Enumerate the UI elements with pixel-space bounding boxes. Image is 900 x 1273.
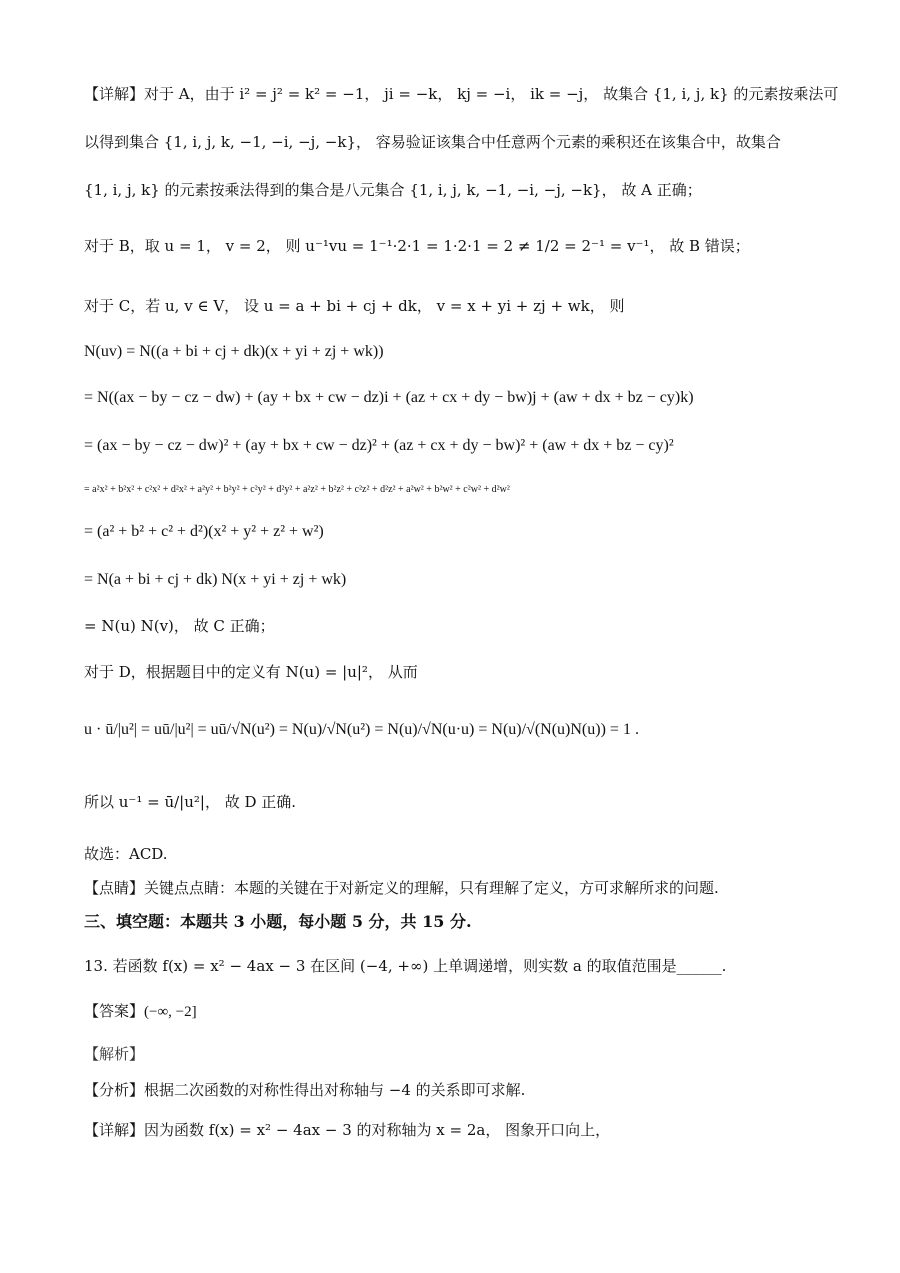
- analysis-text: 【分析】根据二次函数的对称性得出对称轴与 −4 的关系即可求解.: [84, 1081, 526, 1099]
- solution-detail-a-line1: 【详解】对于 A，由于 i² = j² = k² = −1， ji = −k， kj = −i， ik = −j， 故集合 {1, i, j, k} 的元素按乘法可: [84, 85, 839, 103]
- option-d-conclusion: 所以 u⁻¹ = ū/|u²|， 故 D 正确.: [84, 793, 297, 811]
- answer-label: 【答案】(−∞, −2]: [84, 1004, 197, 1020]
- section-heading-fill-in: 三、填空题：本题共 3 小题，每小题 5 分，共 15 分.: [84, 912, 472, 931]
- option-c-intro: 对于 C，若 u, v ∈ V， 设 u = a + bi + cj + dk， v = x + yi + zj + wk， 则: [84, 297, 625, 315]
- detail-text: 【详解】因为函数 f(x) = x² − 4ax − 3 的对称轴为 x = 2a， 图象开口向上，: [84, 1121, 611, 1139]
- derivation-step-6: = N(a + bi + cj + dk) N(x + yi + zj + wk): [84, 571, 347, 588]
- option-b-analysis: 对于 B，取 u = 1， v = 2， 则 u⁻¹vu = 1⁻¹·2·1 = 1·2·1 = 2 ≠ 1/2 = 2⁻¹ = v⁻¹， 故 B 错误；: [84, 237, 750, 255]
- question-13: 13. 若函数 f(x) = x² − 4ax − 3 在区间 (−4, +∞) 上单调递增，则实数 a 的取值范围是______.: [84, 957, 727, 975]
- option-d-intro: 对于 D，根据题目中的定义有 N(u) = |u|²， 从而: [84, 663, 418, 681]
- option-d-derivation: u · ū/|u²| = uū/|u²| = uū/√N(u²) = N(u)/√N(u²) = N(u)/√N(u·u) = N(u)/√(N(u)N(u)) = 1 .: [84, 721, 639, 738]
- key-point-note: 【点睛】关键点点睛：本题的关键在于对新定义的理解，只有理解了定义，方可求解所求的问题.: [84, 879, 719, 897]
- derivation-step-4: = a²x² + b²x² + c²x² + d²x² + a²y² + b²y² + c²y² + d²y² + a²z² + b²z² + c²z² + d²z² + a²w² + b²w² + c²w² + d²w²: [84, 484, 510, 495]
- analysis-label: 【解析】: [84, 1045, 145, 1063]
- derivation-step-1: N(uv) = N((a + bi + cj + dk)(x + yi + zj + wk)): [84, 343, 384, 360]
- derivation-step-2: = N((ax − by − cz − dw) + (ay + bx + cw − dz)i + (az + cx + dy − bw)j + (aw + dx + bz − cy)k): [84, 389, 694, 406]
- answer-choice: 故选：ACD.: [84, 845, 168, 863]
- solution-detail-a-line3: {1, i, j, k} 的元素按乘法得到的集合是八元集合 {1, i, j, k, −1, −i, −j, −k}， 故 A 正确；: [84, 181, 702, 199]
- solution-detail-a-line2: 以得到集合 {1, i, j, k, −1, −i, −j, −k}， 容易验证该集合中任意两个元素的乘积还在该集合中，故集合: [84, 133, 781, 151]
- derivation-step-5: = (a² + b² + c² + d²)(x² + y² + z² + w²): [84, 523, 324, 540]
- derivation-step-7: = N(u) N(v)， 故 C 正确；: [84, 617, 275, 635]
- derivation-step-3: = (ax − by − cz − dw)² + (ay + bx + cw − dz)² + (az + cx + dy − bw)² + (aw + dx + bz − cy)²: [84, 437, 674, 454]
